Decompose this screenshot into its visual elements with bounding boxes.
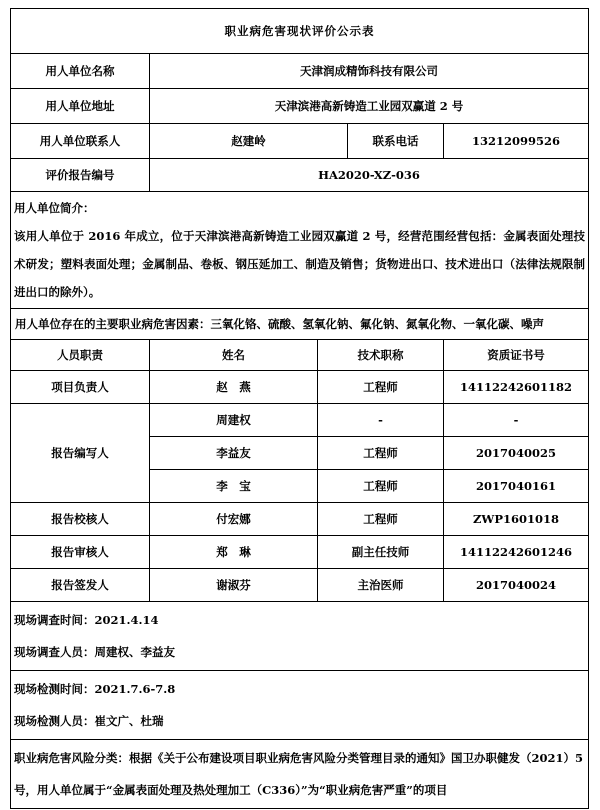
report-no: HA2020-XZ-036 bbox=[150, 159, 589, 192]
intro-cell bbox=[11, 192, 589, 309]
person-cert: 2017040024 bbox=[444, 569, 589, 602]
role-cell: 项目负责人 bbox=[11, 371, 150, 404]
person-title: 主治医师 bbox=[318, 569, 444, 602]
person-title: 工程师 bbox=[318, 371, 444, 404]
page-title: 职业病危害现状评价公示表 bbox=[11, 9, 589, 54]
person-name: 付宏娜 bbox=[150, 503, 318, 536]
person-title: 工程师 bbox=[318, 470, 444, 503]
disclosure-form bbox=[10, 8, 588, 809]
risk-classification: 职业病危害风险分类：根据《关于公布建设项目职业病危害风险分类管理目录的通知》国卫办职健发（2021）5 号，用人单位属于“金属表面处理及热处理加工（C336）”为“职业病危害严重”的项目 bbox=[11, 740, 589, 809]
hazard-factors: 用人单位存在的主要职业病危害因素：三氧化铬、硫酸、氢氧化钠、氟化钠、氮氧化物、一氧化碳、噪声 bbox=[11, 309, 589, 340]
person-name: 谢淑芬 bbox=[150, 569, 318, 602]
header-name: 姓名 bbox=[150, 340, 318, 371]
detection-staff: 现场检测人员：崔文广、杜瑞 bbox=[14, 714, 164, 728]
detection-time: 现场检测时间：2021.7.6-7.8 bbox=[14, 682, 176, 696]
header-cert: 资质证书号 bbox=[444, 340, 589, 371]
person-cert: 2017040161 bbox=[444, 470, 589, 503]
person-name: 李益友 bbox=[150, 437, 318, 470]
detection-cell bbox=[11, 671, 589, 740]
unit-name: 天津润成精饰科技有限公司 bbox=[150, 54, 589, 89]
person-cert: ZWP1601018 bbox=[444, 503, 589, 536]
header-title: 技术职称 bbox=[318, 340, 444, 371]
person-name: 赵 燕 bbox=[150, 371, 318, 404]
table-row bbox=[11, 536, 589, 569]
contact-label: 用人单位联系人 bbox=[11, 124, 150, 159]
person-title: 工程师 bbox=[318, 437, 444, 470]
unit-address: 天津滨港高新铸造工业园双赢道 2 号 bbox=[150, 89, 589, 124]
table-row bbox=[11, 569, 589, 602]
role-cell: 报告编写人 bbox=[11, 404, 150, 503]
phone-label: 联系电话 bbox=[348, 124, 444, 159]
header-role: 人员职责 bbox=[11, 340, 150, 371]
person-name: 郑 琳 bbox=[150, 536, 318, 569]
person-title: 工程师 bbox=[318, 503, 444, 536]
person-title: 副主任技师 bbox=[318, 536, 444, 569]
intro-heading: 用人单位简介： bbox=[14, 201, 95, 215]
unit-address-label: 用人单位地址 bbox=[11, 89, 150, 124]
person-name: 李 宝 bbox=[150, 470, 318, 503]
person-cert: 14112242601246 bbox=[444, 536, 589, 569]
person-name: 周建权 bbox=[150, 404, 318, 437]
phone-number: 13212099526 bbox=[444, 124, 589, 159]
person-cert: - bbox=[444, 404, 589, 437]
contact-person: 赵建岭 bbox=[150, 124, 348, 159]
report-no-label: 评价报告编号 bbox=[11, 159, 150, 192]
intro-text: 该用人单位于 2016 年成立，位于天津滨港高新铸造工业园双赢道 2 号，经营范围经营包括：金属表面处理技术研发；塑料表面处理；金属制品、卷板、钢压延加工、制造及销售；货物进出口、技术进出口（法律法规限制进出口的除外）。 bbox=[14, 229, 586, 299]
unit-name-label: 用人单位名称 bbox=[11, 54, 150, 89]
person-cert: 2017040025 bbox=[444, 437, 589, 470]
person-cert: 14112242601182 bbox=[444, 371, 589, 404]
survey-cell bbox=[11, 602, 589, 671]
table-row bbox=[11, 371, 589, 404]
table-row bbox=[11, 404, 589, 437]
survey-staff: 现场调查人员：周建权、李益友 bbox=[14, 645, 175, 659]
role-cell: 报告审核人 bbox=[11, 536, 150, 569]
survey-time: 现场调查时间：2021.4.14 bbox=[14, 613, 159, 627]
role-cell: 报告校核人 bbox=[11, 503, 150, 536]
table-row bbox=[11, 503, 589, 536]
form-table bbox=[10, 8, 589, 809]
person-title: - bbox=[318, 404, 444, 437]
role-cell: 报告签发人 bbox=[11, 569, 150, 602]
